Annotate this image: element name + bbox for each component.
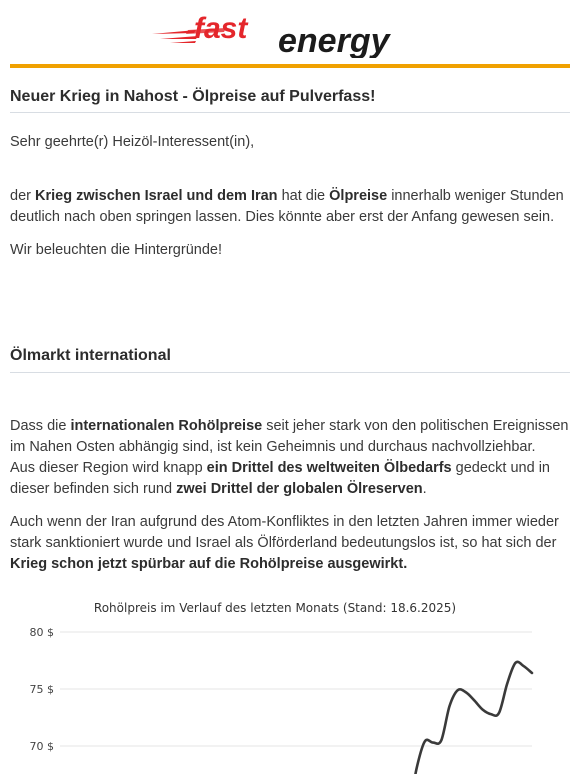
- logo-fast: fast: [194, 12, 248, 45]
- headline: Neuer Krieg in Nahost - Ölpreise auf Pulverfass!: [10, 88, 376, 105]
- crude-oil-chart: [0, 590, 580, 774]
- y-tick-label: 75 $: [29, 683, 54, 696]
- logo-energy: energy: [278, 22, 390, 58]
- series-line: [400, 662, 532, 774]
- chart-title: Rohölpreis im Verlauf des letzten Monats (Stand: 18.6.2025): [93, 601, 457, 615]
- y-tick-label: 70 $: [29, 740, 54, 753]
- section-title: Ölmarkt international: [10, 347, 171, 364]
- intro-closing: Wir beleuchten die Hintergründe!: [10, 242, 222, 258]
- header-divider: [10, 64, 570, 68]
- intro-paragraph: der Krieg zwischen Israel und dem Iran hat die Ölpreise innerhalb weniger Stunden deutlich nach oben springen lassen. Dies könnte aber erst der Anfang gewesen sein.: [10, 188, 564, 225]
- y-tick-label: 80 $: [29, 626, 54, 639]
- greeting: Sehr geehrte(r) Heizöl-Interessent(in),: [10, 134, 255, 150]
- paragraph-2: Auch wenn der Iran aufgrund des Atom-Konfliktes in den letzten Jahren immer wieder stark sanktioniert wurde und Israel als Ölförderland bedeutungslos ist, so hat sich der Krieg schon jetzt spürbar auf die Rohölpreise ausgewirkt.: [10, 514, 559, 572]
- email-header: [0, 0, 580, 66]
- section-divider: [10, 372, 570, 373]
- headline-divider: [10, 112, 570, 113]
- paragraph-1: Dass die internationalen Rohölpreise seit jeher stark von den politischen Ereignissen im Nahen Osten abhängig sind, ist kein Geheimnis und durchaus nachvollziehbar. Aus dieser Region wird knapp ein Drittel des weltweiten Ölbedarfs gedeckt und in dieser befinden sich rund zwei Drittel der globalen Ölreserven.: [10, 418, 569, 497]
- fastenergy-logo[interactable]: [150, 8, 440, 58]
